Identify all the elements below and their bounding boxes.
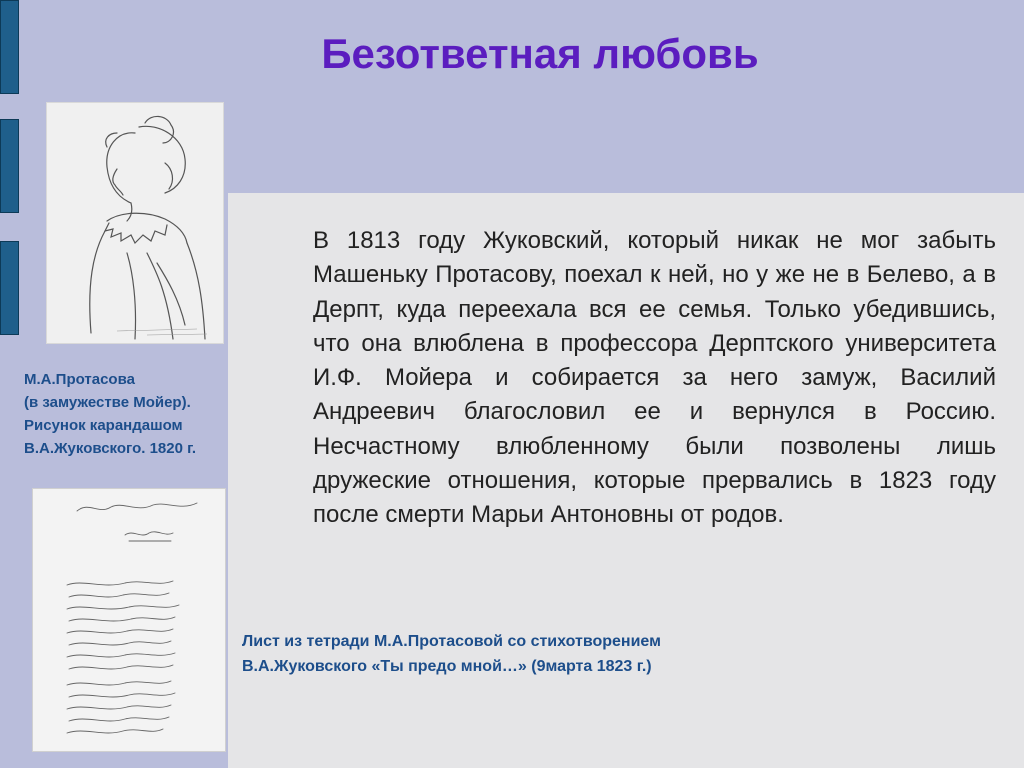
portrait-sketch: [47, 103, 223, 343]
slide-title: Безответная любовь: [321, 30, 759, 77]
portrait-caption-line: (в замужестве Мойер).: [24, 394, 191, 411]
manuscript-handwriting: [33, 489, 225, 751]
side-block-3: [0, 241, 19, 335]
side-block-2: [0, 119, 19, 213]
manuscript-caption: [242, 629, 742, 679]
portrait-caption: [24, 368, 254, 460]
portrait-caption-line: М.А.Протасова: [24, 371, 135, 388]
portrait-caption-line: Рисунок карандашом: [24, 417, 183, 434]
left-band: [0, 0, 20, 768]
manuscript-caption-line: В.А.Жуковского «Ты предо мной…» (9марта 1823 г.): [242, 658, 652, 675]
body-text: В 1813 году Жуковский, который никак не мог забыть Машеньку Протасову, поехал к ней, но у же не в Белево, а в Дерпт, куда переехала вся ее семья. Только убедившись, что она влюблена в профессора Дерптского университета И.Ф. Мойера и собирается за него замуж, Василий Андреевич благословил ее и вернулся в Россию. Несчастному влюбленному были позволены лишь дружеские отношения, которые прервались в 1823 году после смерти Марьи Антоновны от родов.: [313, 227, 996, 529]
manuscript-image: [32, 488, 226, 752]
portrait-image: [46, 102, 224, 344]
side-block-1: [0, 0, 19, 94]
manuscript-caption-line: Лист из тетради М.А.Протасовой со стихотворением: [242, 633, 661, 650]
portrait-caption-line: В.А.Жуковского. 1820 г.: [24, 440, 197, 457]
